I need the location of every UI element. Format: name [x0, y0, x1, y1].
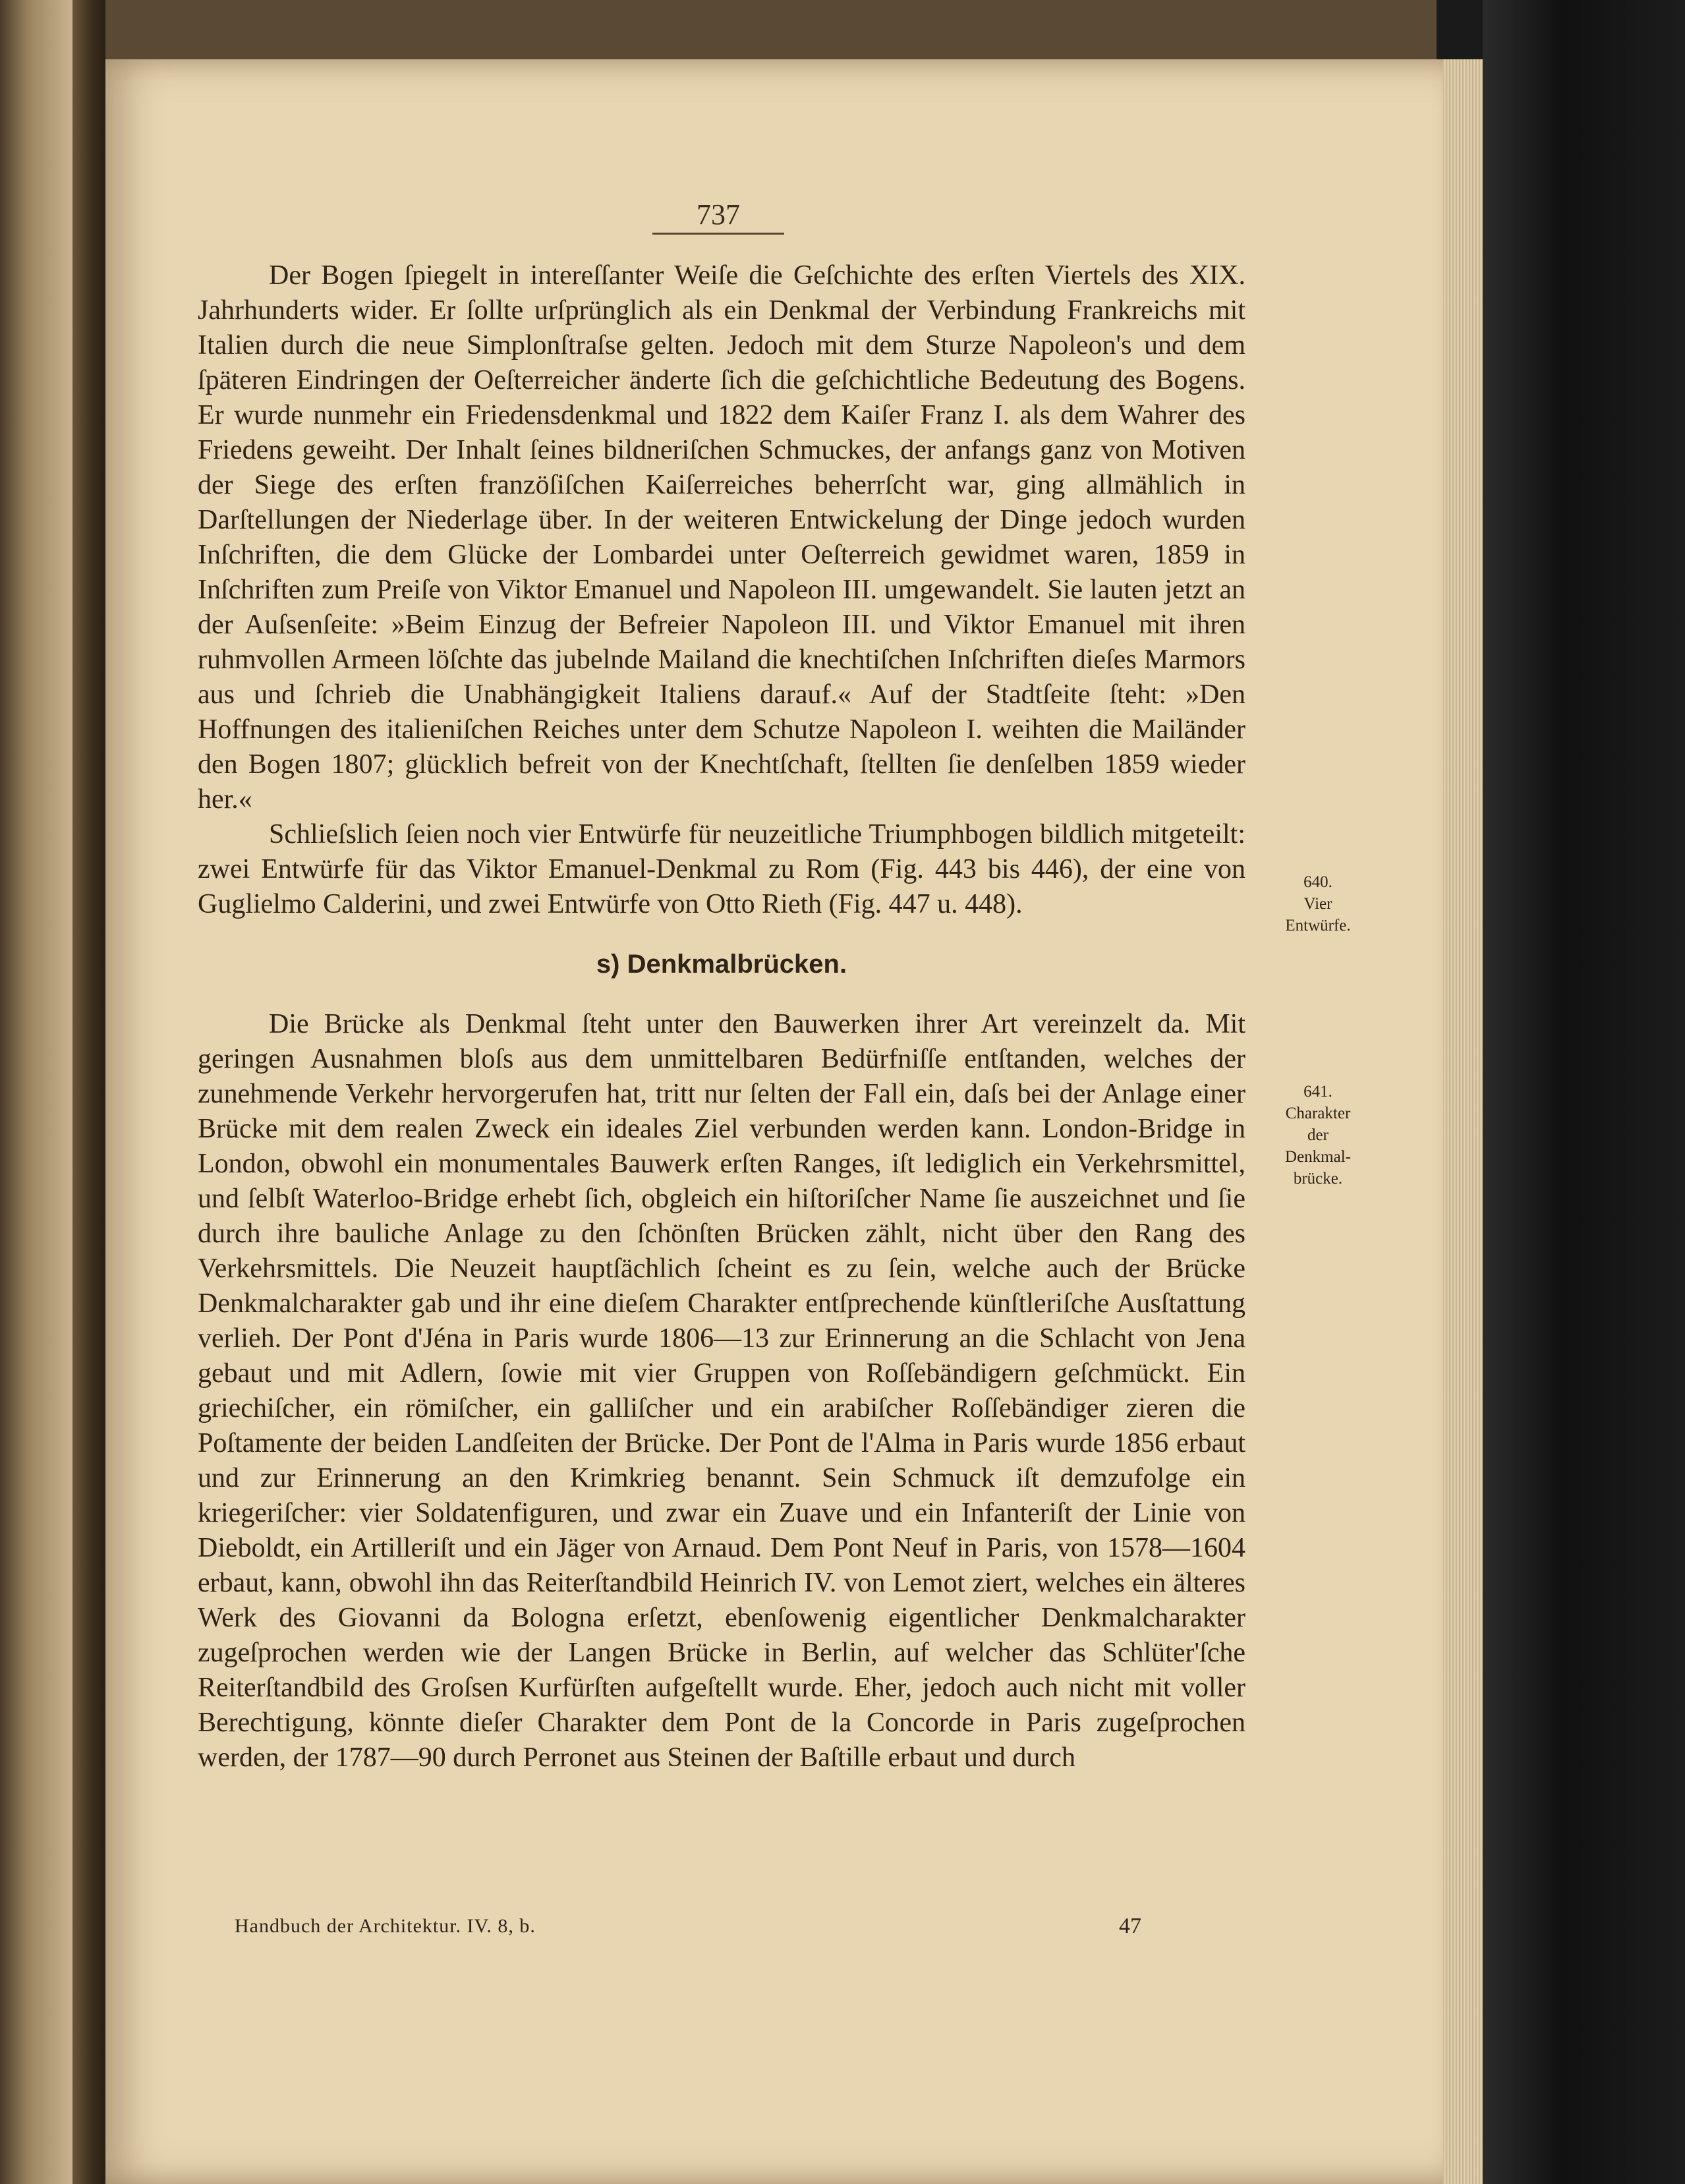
left-page-edge — [0, 0, 72, 2184]
margin-note-line: Vier — [1303, 895, 1332, 913]
margin-note-line: 640. — [1303, 873, 1332, 891]
book-cover — [1483, 0, 1685, 2184]
paragraph: Die Brücke als Denkmal ſteht unter den Bauwerken ihrer Art vereinzelt da. Mit geringen Ausnahmen bloſs aus dem unmittelbaren Bedürfniſſe entſtanden, welches der zunehmende Verkehr hervorgerufen hat, tritt nur ſelten der Fall ein, daſs bei der Anlage einer Brücke mit dem realen Zweck ein ideales Ziel verbunden werden kann. London-Bridge in London, obwohl ein monumentales Bauwerk erſten Ranges, iſt lediglich ein Verkehrsmittel, und ſelbſt Waterloo-Bridge erhebt ſich, obgleich ein hiſtoriſcher Name ſie auszeichnet und ſie durch ihre bauliche Anlage zu den ſchönſten Brücken zählt, nicht über den Rang des Verkehrsmittels. Die Neuzeit hauptſächlich ſcheint es zu ſein, welche auch der Brücke Denkmalcharakter gab und ihr eine dieſem Charakter entſprechende künſtleriſche Ausſtattung verlieh. Der Pont d'Jéna in Paris wurde 1806—13 zur Erinnerung an die Schlacht von Jena gebaut und mit Adlern, ſowie mit vier Gruppen von Roſſebändigern geſchmückt. Ein griechiſcher, ein römiſcher, ein galliſcher und ein arabiſcher Roſſebändiger zieren die Poſtamente der beiden Landſeiten der Brücke. Der Pont de l'Alma in Paris wurde 1856 erbaut und zur Erinnerung an den Krimkrieg benannt. Sein Schmuck iſt demzufolge ein kriegeriſcher: vier Soldatenfiguren, und zwar ein Zuave und ein Infanteriſt der Linie von Dieboldt, ein Artilleriſt und ein Jäger von Arnaud. Dem Pont Neuf in Paris, von 1578—1604 erbaut, kann, obwohl ihn das Reiterſtandbild Heinrich IV. von Lemot ziert, welches ein älteres Werk des Giovanni da Bologna erſetzt, ebenſowenig eigentlicher Denkmalcharakter zugeſprochen werden wie der Langen Brücke in Berlin, auf welcher das Schlüter'ſche Reiterſtandbild des Groſsen Kurfürſten aufgeſtellt wurde. Eher, jedoch auch nicht mit voller Berechtigung, könnte dieſer Charakter dem Pont de la Concorde in Paris zugeſprochen werden, der 1787—90 durch Perronet aus Steinen der Baſtille erbaut und durch — [198, 1009, 1245, 1773]
footer-signature: Handbuch der Architektur. IV. 8, b. — [235, 1915, 536, 1937]
section-heading: s) Denkmalbrücken. — [596, 950, 847, 979]
footer-sheet-number: 47 — [1119, 1914, 1141, 1938]
margin-note-641 — [1265, 1081, 1371, 1190]
margin-note-line: Entwürfe. — [1285, 917, 1351, 934]
margin-note-line: brücke. — [1293, 1170, 1343, 1188]
margin-note-line: 641. — [1303, 1083, 1332, 1101]
body-text — [198, 258, 1245, 1775]
margin-note-line: Charakter — [1285, 1105, 1351, 1122]
paragraph: Schlieſslich ſeien noch vier Entwürfe für neuzeitliche Triumphbogen bildlich mitgeteilt: zwei Entwürfe für das Viktor Emanuel-Denkmal zu Rom (Fig. 443 bis 446), der eine von Guglielmo Calderini, und zwei Entwürfe von Otto Rieth (Fig. 447 u. 448). — [198, 819, 1245, 919]
book-gutter — [72, 0, 105, 2184]
margin-note-640 — [1265, 871, 1371, 936]
margin-note-line: der — [1307, 1126, 1328, 1144]
page-stack-edges — [1443, 59, 1483, 2184]
margin-note-line: Denkmal- — [1285, 1148, 1351, 1166]
paragraph: Der Bogen ſpiegelt in intereſſanter Weiſe die Geſchichte des erſten Viertels des XIX. Jahrhunderts wider. Er ſollte urſprünglich als ein Denkmal der Verbindung Frankreichs mit Italien durch die neue Simplonſtraſse gelten. Jedoch mit dem Sturze Napoleon's und dem ſpäteren Eindringen der Oeſterreicher änderte ſich die geſchichtliche Bedeutung des Bogens. Er wurde nunmehr ein Friedensdenkmal und 1822 dem Kaiſer Franz I. als dem Wahrer des Friedens geweiht. Der Inhalt ſeines bildneriſchen Schmuckes, der anfangs ganz von Motiven der Siege des erſten franzöſiſchen Kaiſerreiches beherrſcht war, ging allmählich in Darſtellungen der Niederlage über. In der weiteren Entwickelung der Dinge jedoch wurden Inſchriften, die dem Glücke der Lombardei unter Oeſterreich gewidmet waren, 1859 in Inſchriften zum Preiſe von Viktor Emanuel und Napoleon III. umgewandelt. Sie lauten jetzt an der Auſsenſeite: »Beim Einzug der Befreier Napoleon III. und Viktor Emanuel mit ihren ruhmvollen Armeen löſchte das jubelnde Mailand die knechtiſchen Inſchriften dieſes Marmors aus und ſchrieb die Unabhängigkeit Italiens darauf.« Auf der Stadtſeite ſteht: »Den Hoffnungen des italieniſchen Reiches unter dem Schutze Napoleon I. weihten die Mailänder den Bogen 1807; glücklich befreit von der Knechtſchaft, ſtellten ſie denſelben 1859 wieder her.« — [198, 260, 1245, 815]
page-number: 737 — [652, 198, 784, 235]
